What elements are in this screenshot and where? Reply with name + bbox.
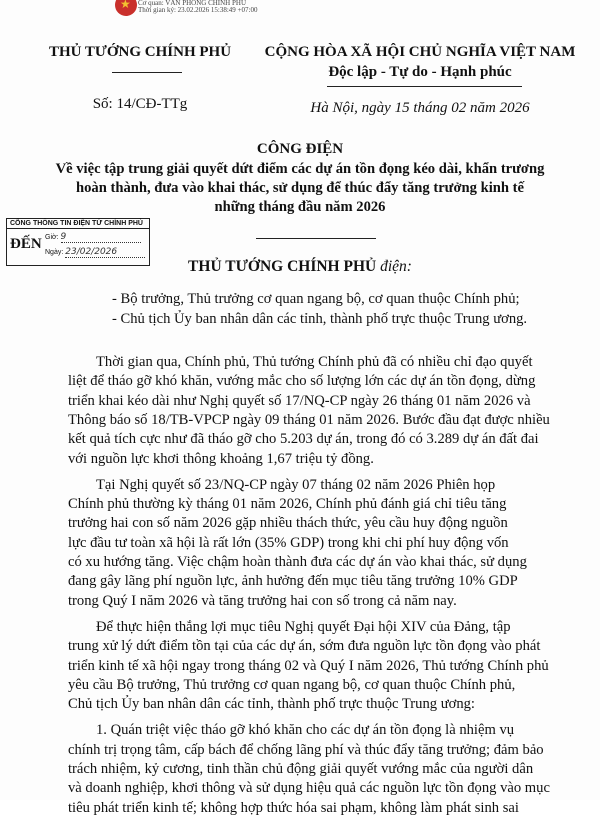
stamp-org: CỔNG THÔNG TIN ĐIỆN TỬ CHÍNH PHỦ [7,219,149,229]
national-emblem-icon [115,0,137,16]
body-line: với nguồn lực khơi thông khoảng 1,67 triệu tỷ đồng. [68,450,374,467]
document-number: Số: 14/CĐ-TTg [92,96,188,112]
body-line: Chính phủ thường kỳ tháng 01 năm 2026, Chính phủ đánh giá chỉ tiêu tăng [68,496,507,513]
place-date: Hà Nội, ngày 15 tháng 02 năm 2026 [310,100,530,116]
body-line: trung xử lý dứt điểm tồn tại của các dự án, sớm đưa nguồn lực tồn đọng vào phát [68,638,541,655]
body-line: 1. Quán triệt việc tháo gỡ khó khăn cho các dự án tồn đọng là nhiệm vụ [96,722,515,739]
country-name: CỘNG HÒA XÃ HỘI CHỦ NGHĨA VIỆT NAM [264,44,576,60]
stamp-date: 23/02/2026 [65,247,145,258]
body-line: tiêu phát triển kinh tế; không hợp thức hóa sai phạm, không làm phát sinh sai [68,799,519,816]
signature-time: Thời gian ký: 23.02.2026 15:38:49 +07:00 [138,6,258,14]
body-line: Tại Nghị quyết số 23/NQ-CP ngày 07 tháng 02 năm 2026 Phiên họp [96,476,496,493]
body-line: chính trị trọng tâm, cấp bách để chống lãng phí và thúc đẩy tăng trưởng; đảm bảo [68,741,544,758]
recipient: - Chủ tịch Ủy ban nhân dân các tỉnh, thành phố trực thuộc Trung ương. [112,311,528,327]
body-line: lực đầu tư toàn xã hội là rất lớn (35% GDP) trong khi chi phí huy động vốn [68,534,509,551]
digital-signature [138,0,257,14]
stamp-den: ĐẾN [10,236,42,252]
document-type: CÔNG ĐIỆN [256,141,344,157]
divider [256,238,376,239]
motto: Độc lập - Tự do - Hạnh phúc [328,64,512,80]
document-subject [0,160,600,217]
issuer: THỦ TƯỚNG CHÍNH PHỦ [48,44,232,60]
body-line: yêu cầu Bộ trưởng, Thủ trưởng cơ quan ngang bộ, cơ quan thuộc Chính phủ, [68,676,516,693]
recipient: - Bộ trưởng, Thủ trưởng cơ quan ngang bộ, cơ quan thuộc Chính phủ; [112,291,520,307]
body-line: triển kinh tế xã hội ngay trong tháng 02 và Quý I năm 2026, Thủ tướng Chính phủ [68,657,549,674]
sender [0,258,600,276]
signature-agency: Cơ quan: VĂN PHÒNG CHÍNH PHỦ [138,0,246,7]
body-line: đang gây lãng phí nguồn lực, ảnh hưởng đến mục tiêu tăng trưởng 10% GDP [68,573,518,590]
body-line: triển khai kéo dài như Nghị quyết số 17/NQ-CP ngày 26 tháng 01 năm 2026 và [68,392,531,409]
body-line: trưởng hai con số năm 2026 gặp nhiều thách thức, yêu cầu huy động nguồn [68,515,508,532]
body-line: trong Quý I năm 2026 và tăng trưởng hai con số trong cả năm nay. [68,592,457,609]
body-line: kết quả tích cực như đã tháo gỡ cho 5.203 dự án, trong đó có 3.289 dự án đất đai [68,431,539,448]
subject-line: những tháng đầu năm 2026 [214,199,386,215]
stamp-date-label: Ngày: [45,249,64,256]
stamp-hour: 9 [61,232,141,243]
body-line: Thông báo số 18/TB-VPCP ngày 09 tháng 01 năm 2026. Bước đầu đạt được nhiều [68,411,550,428]
stamp-hour-label: Giờ: [45,234,59,241]
body-line: Chủ tịch Ủy ban nhân dân các tỉnh, thành phố trực thuộc Trung ương: [68,696,475,713]
body-line: Thời gian qua, Chính phủ, Thủ tướng Chính phủ đã có nhiều chỉ đạo quyết [96,354,533,370]
body-line: có xu hướng tăng. Việc chậm hoàn thành đưa các dự án vào khai thác, sử dụng [68,554,527,570]
body-line: liệt để tháo gỡ khó khăn, vướng mắc cho số lượng lớn các dự án tồn đọng, dừng [68,373,536,390]
sender-name: THỦ TƯỚNG CHÍNH PHỦ [188,258,377,275]
subject-line: Về việc tập trung giải quyết dứt điểm các dự án tồn đọng kéo dài, khẩn trương [55,161,545,177]
body-line: Để thực hiện thắng lợi mục tiêu Nghị quyết Đại hội XIV của Đảng, tập [96,618,511,635]
body-line: trách nhiệm, kỷ cương, tinh thần chủ động giải quyết vướng mắc của người dân [68,761,534,777]
body-line: và doanh nghiệp, khơi thông và sử dụng hiệu quả các nguồn lực tồn đọng vào mục [68,780,550,797]
sender-suffix: điện: [380,258,412,275]
divider [112,72,182,73]
divider [327,86,522,87]
subject-line: hoàn thành, đưa vào khai thác, sử dụng để thúc đẩy tăng trưởng kinh tế [76,180,524,196]
